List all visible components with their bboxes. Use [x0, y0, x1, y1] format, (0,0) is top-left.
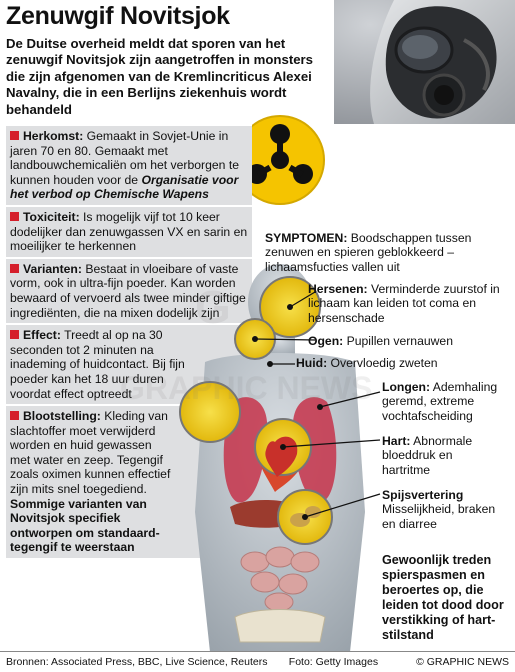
watermark: G	[195, 281, 231, 333]
bullet-square-icon	[10, 264, 19, 273]
watermark: GRAPHIC NEWS	[120, 370, 373, 406]
bullet-square-icon	[10, 212, 19, 221]
page-title: Zenuwgif Novitsjok	[6, 2, 230, 30]
bullet-square-icon	[10, 411, 19, 420]
bullet-square-icon	[10, 131, 19, 140]
symptom-hersenen: Hersenen: Verminderde zuurstof in lichaam kan leiden tot coma en hersenschade	[308, 282, 500, 325]
symptoms-intro: SYMPTOMEN: Boodschappen tussen zenuwen en spieren geblokkeerd – lichaamsfucties vallen uit	[265, 231, 472, 274]
intro-text: De Duitse overheid meldt dat sporen van het zenuwgif Novitsjok zijn aangetroffen in monsters die zijn afgenomen van de Kremlincriticus Alexei Navalny, die in een Berlijns ziekenhuis wordt behandeld	[6, 36, 314, 117]
section-toxiciteit: Toxiciteit: Is mogelijk vijf tot 10 keer dodelijker dan zenuwgassen VX en sarin en moeilijker te herkennen	[6, 205, 252, 257]
bullet-square-icon	[10, 330, 19, 339]
symptom-huid: Huid: Overvloedig zweten	[296, 356, 438, 370]
photo-credit: Foto: Getty Images	[288, 656, 379, 668]
section-varianten: Varianten: Bestaat in vloeibare of vaste vorm, ook in ultra-fijn poeder. Kan worden bewaard of vervoerd als twee minder giftige ingrediënten, die na mixen dodelijk zijn	[6, 257, 252, 323]
symptom-spijsvertering: Spijsvertering Misselijkheid, braken en diarree	[382, 488, 496, 531]
symptom-ogen: Ogen: Pupillen vernauwen	[308, 334, 453, 348]
conclusion-text: Gewoonlijk treden spierspasmen en beroertes op, die leiden tot dood door verstikking of hart-stilstand	[382, 553, 504, 642]
section-effect: Effect: Treedt al op na 30 seconden tot 2 minuten na inademing of huidcontact. Bij fijn poeder kan het 18 uur duren voordat effect optreedt	[6, 323, 252, 404]
symptom-hart: Hart: Abnormale bloeddruk en hartritme	[382, 434, 473, 477]
footer	[0, 651, 515, 672]
symptom-longen: Longen: Ademhaling geremd, extreme vochtafscheiding	[382, 380, 498, 423]
copyright: © GRAPHIC NEWS	[416, 656, 509, 668]
section-blootstelling: Blootstelling: Kleding van slachtoffer moet verwijderd worden en huid gewassen met water en zeep. Tegengif zoals oximen kunnen effectief zijn mits snel toegediend. Sommige varianten van Novitsjok specifiek ontworpen om standaard-tegengif te weerstaan	[6, 404, 252, 558]
sources-text: Bronnen: Associated Press, BBC, Live Science, Reuters	[6, 656, 268, 668]
section-herkomst: Herkomst: Gemaakt in Sovjet-Unie in jaren 70 en 80. Gemaakt met landbouwchemicaliën om het verborgen te kunnen houden voor de Organisatie voor het verbod op Chemische Wapens	[6, 124, 252, 205]
gas-mask-photo	[334, 0, 515, 124]
